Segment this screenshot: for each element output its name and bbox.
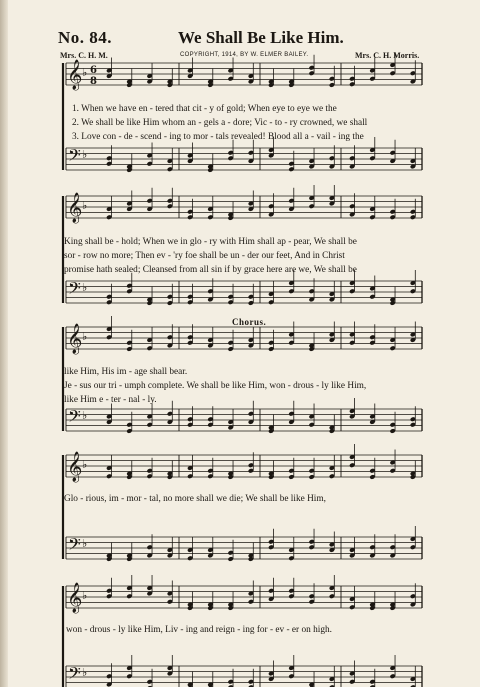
bass-clef-icon: 𝄢: [68, 406, 81, 430]
flat-sign-icon: ♭: [82, 458, 88, 471]
time-signature-6: 6: [90, 65, 97, 76]
flat-sign-icon: ♭: [82, 666, 88, 679]
bass-clef-icon: 𝄢: [68, 534, 81, 558]
lyric-line: 1. When we have en - tered that cit - y of gold; When eye to eye we the: [72, 104, 337, 114]
lyric-line: 2. We shall be like Him whom an - gels a - dore; Vic - to - ry crowned, we shall: [72, 118, 368, 128]
flat-sign-icon: ♭: [82, 199, 88, 212]
copyright-notice: COPYRIGHT, 1914, BY W. ELMER BAILEY.: [180, 52, 309, 58]
lyric-line: promise hath sealed; Cleansed from all sin if by grace here are we, We shall be: [64, 265, 357, 275]
hymn-title: We Shall Be Like Him.: [178, 28, 344, 47]
time-signature-8: 8: [90, 76, 97, 87]
treble-clef-icon: 𝄞: [67, 583, 83, 613]
lyric-line: Glo - rious, im - mor - tal, no more shall we die; We shall be like Him,: [64, 494, 326, 504]
flat-sign-icon: ♭: [82, 330, 88, 343]
bass-clef-icon: 𝄢: [68, 663, 81, 687]
flat-sign-icon: ♭: [82, 409, 88, 422]
bass-clef-icon: 𝄢: [68, 145, 81, 169]
bass-clef-icon: 𝄢: [68, 278, 81, 302]
treble-clef-icon: 𝄞: [67, 452, 83, 482]
lyric-line: won - drous - ly like Him, Liv - ing and reign - ing for - ev - er on high.: [66, 625, 332, 635]
hymn-number: No. 84.: [58, 28, 113, 47]
music-credit: Mrs. C. H. Morris.: [355, 51, 420, 60]
flat-sign-icon: ♭: [82, 148, 88, 161]
flat-sign-icon: ♭: [82, 281, 88, 294]
lyric-line: 3. Love con - de - scend - ing to mor - tals revealed! Blood all a - vail - ing the: [72, 132, 364, 142]
lyric-line: Je - sus our tri - umph complete. We shall be like Him, won - drous - ly like Him,: [64, 381, 367, 391]
lyric-line: like Him e - ter - nal - ly.: [64, 395, 157, 405]
flat-sign-icon: ♭: [82, 589, 88, 602]
flat-sign-icon: ♭: [82, 66, 88, 79]
words-credit: Mrs. C. H. M.: [60, 51, 108, 60]
lyric-line: sor - row no more; Then ev - 'ry foe shall be un - der our feet, And in Christ: [64, 251, 345, 261]
treble-clef-icon: 𝄞: [67, 193, 83, 223]
lyric-line: like Him, His im - age shall bear.: [64, 367, 188, 377]
chorus-label: Chorus.: [232, 317, 267, 327]
lyric-line: King shall be - hold; When we in glo - ry with Him shall ap - pear, We shall be: [64, 237, 357, 247]
treble-clef-icon: 𝄞: [67, 324, 83, 354]
treble-clef-icon: 𝄞: [67, 60, 83, 90]
flat-sign-icon: ♭: [82, 537, 88, 550]
